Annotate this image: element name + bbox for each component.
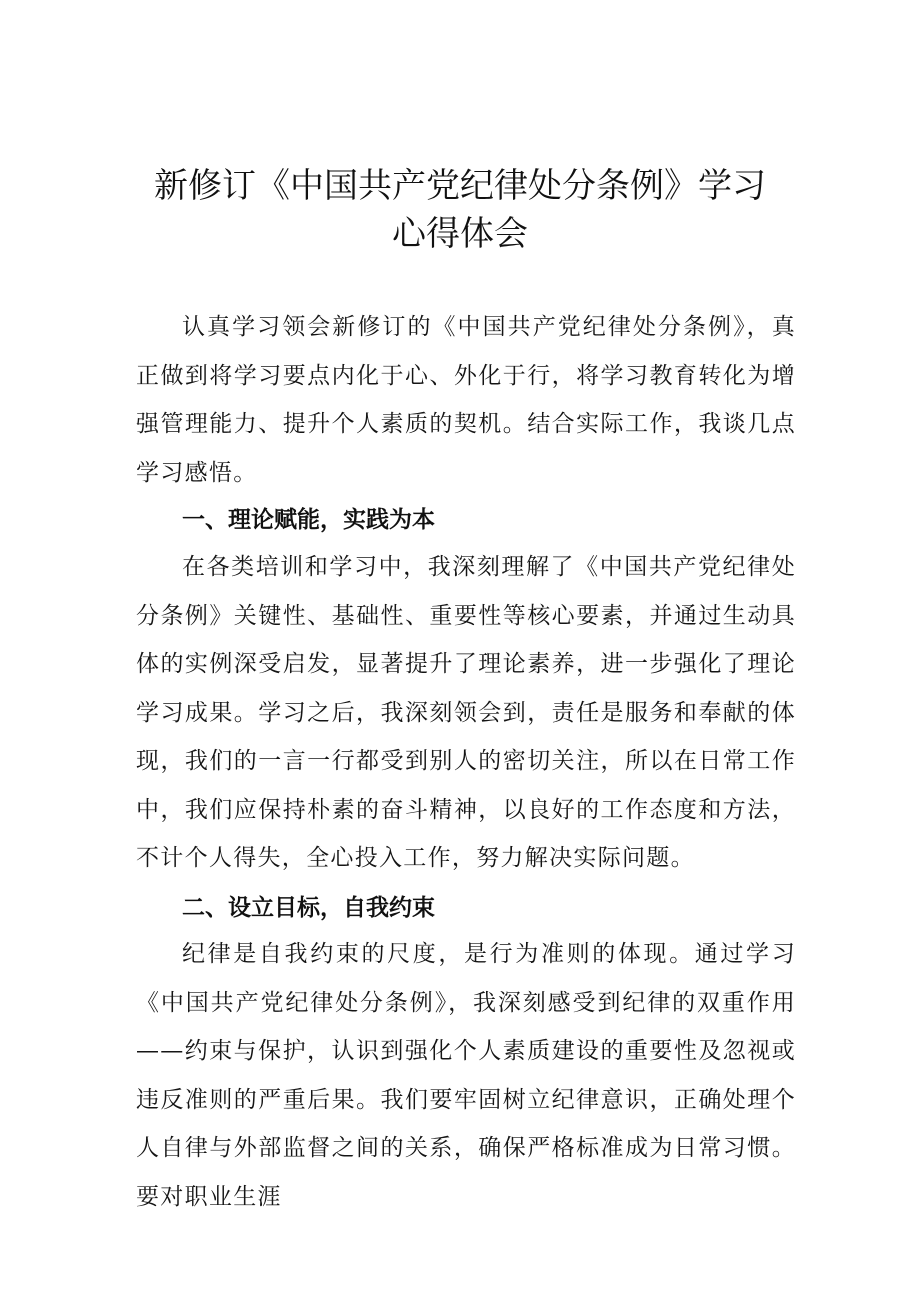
- section-1-heading: 一、理论赋能，实践为本: [182, 507, 435, 533]
- section-1-paragraph: 在各类培训和学习中，我深刻理解了《中国共产党纪律处分条例》关键性、基础性、重要性等核心要素，并通过生动具体的实例深受启发，显著提升了理论素养，进一步强化了理论学习成果。学习之后，我深刻领会到，责任是服务和奉献的体现，我们的一言一行都受到别人的密切关注，所以在日常工作中，我们应保持朴素的奋斗精神，以良好的工作态度和方法，不计个人得失，全心投入工作，努力解决实际问题。: [136, 554, 796, 871]
- intro-paragraph: 认真学习领会新修订的《中国共产党纪律处分条例》，真正做到将学习要点内化于心、外化于行，将学习教育转化为增强管理能力、提升个人素质的契机。结合实际工作，我谈几点学习感悟。: [136, 314, 796, 486]
- document-title-line-2: 心得体会: [392, 214, 528, 254]
- document-title-line-1: 新修订《中国共产党纪律处分条例》学习: [154, 166, 766, 206]
- section-2-heading: 二、设立目标，自我约束: [182, 895, 435, 921]
- section-2-paragraph: 纪律是自我约束的尺度，是行为准则的体现。通过学习《中国共产党纪律处分条例》，我深刻感受到纪律的双重作用——约束与保护，认识到强化个人素质建设的重要性及忽视或违反准则的严重后果。我们要牢固树立纪律意识，正确处理个人自律与外部监督之间的关系，确保严格标准成为日常习惯。要对职业生涯: [136, 941, 796, 1210]
